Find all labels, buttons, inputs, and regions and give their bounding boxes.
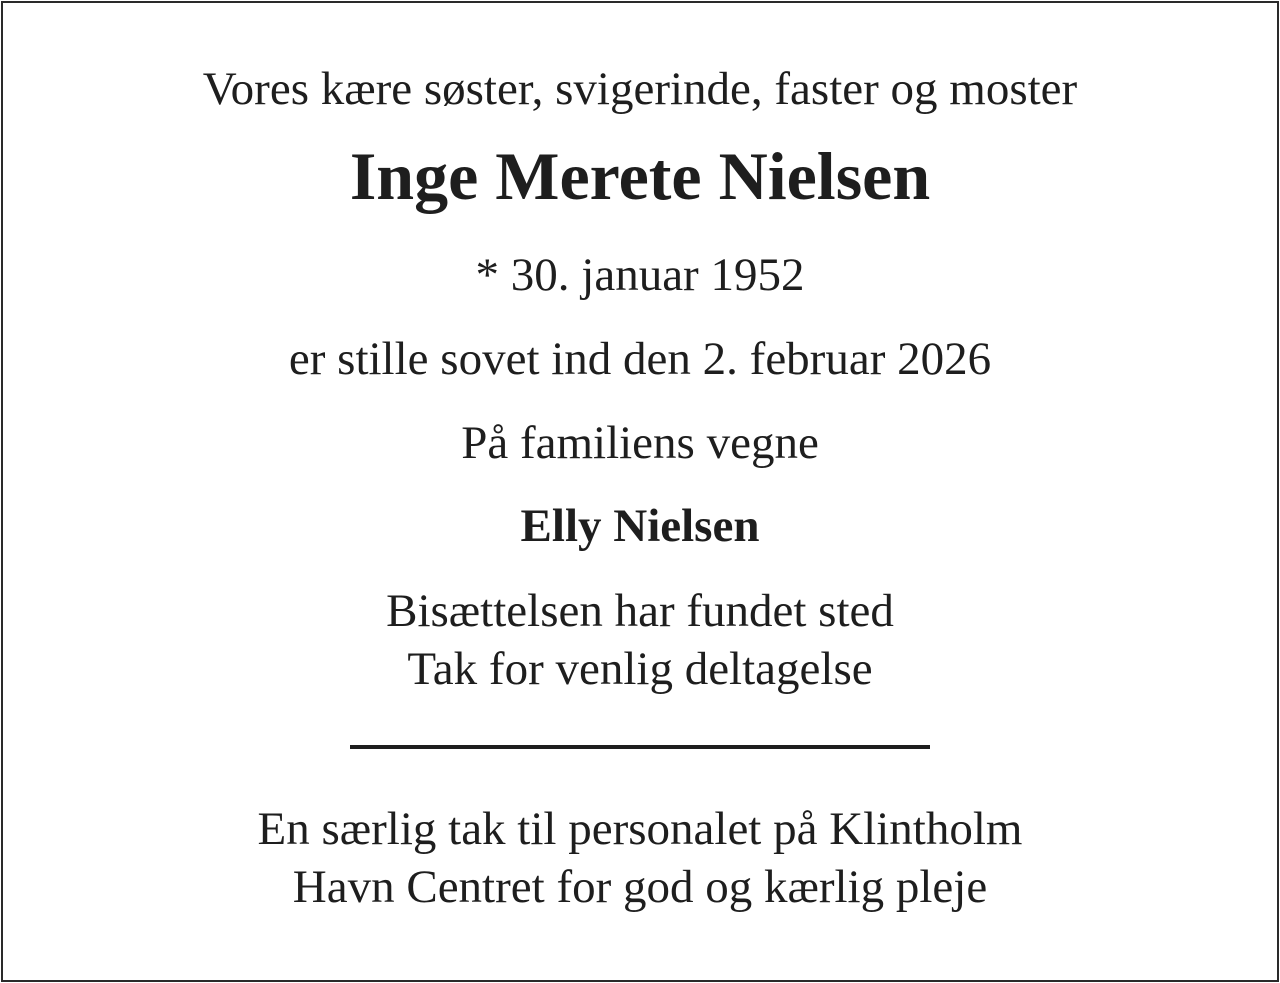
intro-text: Vores kære søster, svigerinde, faster og moster <box>202 63 1078 115</box>
special-thanks-line-2: Havn Centret for god og kærlig pleje <box>292 861 988 913</box>
special-thanks-line-1: En særlig tak til personalet på Klintholm <box>257 803 1023 855</box>
funeral-text: Bisættelsen har fundet sted <box>386 585 894 637</box>
death-date: er stille sovet ind den 2. februar 2026 <box>288 333 992 385</box>
signer-name: Elly Nielsen <box>520 500 760 552</box>
deceased-name: Inge Merete Nielsen <box>349 138 931 214</box>
birth-date: * 30. januar 1952 <box>475 249 805 301</box>
divider-line <box>350 745 930 749</box>
thanks-text: Tak for venlig deltagelse <box>407 643 873 695</box>
on-behalf-text: På familiens vegne <box>461 417 819 469</box>
